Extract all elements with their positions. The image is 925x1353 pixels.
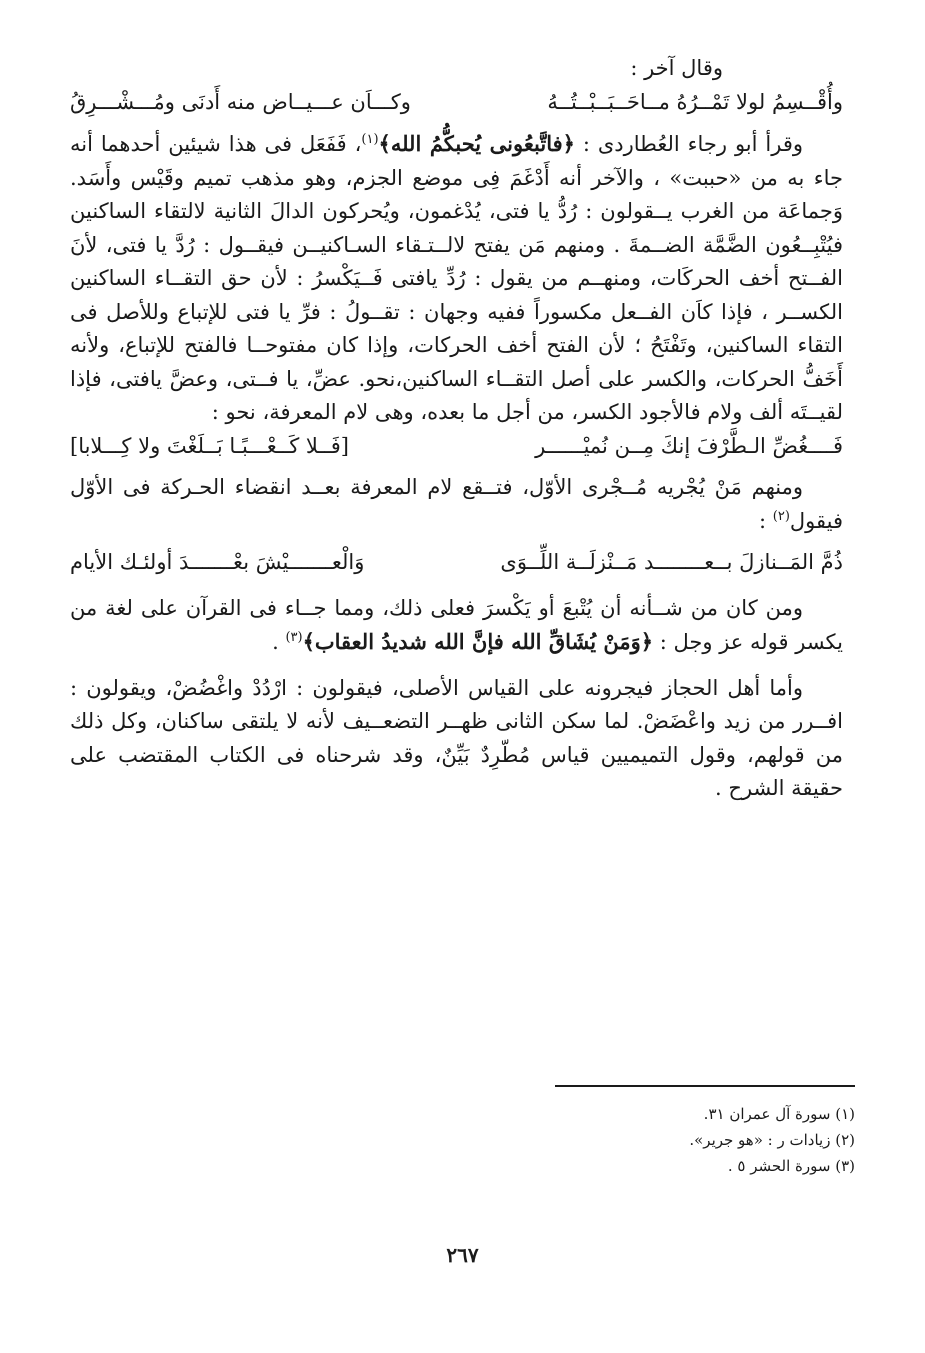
paragraph-2: [70, 471, 843, 538]
footnotes: [555, 1085, 855, 1179]
verse-2-first-hemistich: فَــــغُضِّ الـطَّرْفَ إنكَ مِــن نُميْــــــر: [535, 433, 843, 458]
paragraph-2-body: ومنهم مَنْ يُجْريه مُــجْرى الأوّل، فتــقع لام المعرفة بعــد انقضاء الحـركة فى الأوّل فيقول: [70, 475, 843, 533]
paragraph-3-body: ومن كان من شــأنه أن يُتْبعَ أو يَكْسرَ فعلى ذلك، ومما جــاء فى القرآن على لغة من يكسر قوله عز وجل :: [70, 595, 843, 654]
intro-line: وقال آخر :: [630, 56, 723, 80]
quran-quote-1: ﴿فاتَّبعُونى يُحبكُّمُ الله﴾: [378, 131, 575, 156]
verse-2-second-hemistich: [فَــلا كَــعْـــبًـا بَــلَغْتَ ولا كِـــلابا]: [70, 433, 349, 458]
footnote-ref-2: (٢): [772, 508, 790, 524]
verse-1-second-hemistich: وكـــاَن عـــيــاض منه أَدنَى ومُـــشْـــرِقُ: [70, 89, 411, 114]
verse-3-second-hemistich: وَالْعـــــــيْشَ بعْـــــــدَ أولئـك الأيام: [70, 550, 365, 574]
paragraph-3-end: .: [272, 630, 286, 654]
paragraph-4: وأما أهل الحجاز فيجرونه على القياس الأصلى، فيقولون : ارْدُدْ واغْضُضْ، ويقولون : افــرر من زيد واعْضَضْ. لما سكن الثانى ظهــر التضعــيف لأنه لا يلتقى ساكنان، وكل ذلك من قولهم، وقول التميميين قياس مُطّرِدٌ بَيِّنٌ، وقد شرحناه فى الكتاب المقتضب على حقيقة الشرح .: [70, 675, 843, 800]
verse-3-first-hemistich: ذُمَّ المَــنازلَ بــعــــــــد مَــنْزلَــة اللِّــوَى: [500, 550, 843, 574]
paragraph-3: [70, 592, 843, 660]
quran-quote-2: ﴿وَمَنْ يُشَاقِّ الله فإنَّ الله شديدُ العقاب﴾: [302, 629, 654, 654]
verse-1-first-hemistich: وأُقْــسِمُ لولا تَمْــرُهُ مــاحَــبَــبْــتُــهُ: [547, 89, 843, 114]
footnote-ref-1: (١): [361, 132, 379, 147]
main-text: [70, 52, 843, 806]
verse-1: [70, 86, 843, 120]
footnote-1: (١) سورة آل عمران ٣١.: [703, 1105, 855, 1123]
paragraph-1-lead: وقرأ أبو رجاء العُطاردى :: [574, 132, 803, 156]
paragraph-1: [70, 127, 843, 430]
paragraph-1-body: ، فَفَعَل فى هذا شيئين أحدهما أنه جاء به من «حببت» ، والآخر أنه أَدْغَمَ فِى موضع الجزم، وهو مذهب تميم وقَيْس وأَسَد. وَجماعَة من الغرب يــقولون : رُدُّ يا فتى، يُدْغمون، ويُحركون الدالَ الثانية لالتقاء الساكنين فيُتْبِــعُون الضَّمَّة الضــمةَ . ومنهم مَن يفتح لالــتـقاء السـاكنيــن فيقــول : رُدَّ يا فتى، لأنَ الفــتح أخف الحركَات، ومنهــم من يقول : رُدِّ يافتى فَــيَكْسرُ : لأن حق التقــاء الساكنين الكســر ، فإذا كاَن الفــعل مكسوراً ففيه وجهان : تقــولُ : فرِّ يا فتى للإتباع وللأصل فى التقاء الساكنين، وتَفْتَحُ ؛ لأن الفتح أخف الحركات، وإذا كان مفتوحــا فالفتح للإتباع، ولأنه أَخَفُّ الحركات، والكسر على أصل التقــاء الساكنين،نحو. عضِّ، يا فــتى، وعضَّ يافتى، فإذا لقيــتَه ألف ولام فالأجود الكسر، من أجل ما بعده، وهى لام المعرفة، نحو :: [70, 132, 843, 424]
paragraph-2-end: :: [758, 508, 773, 533]
page-number: ٢٦٧: [446, 1243, 479, 1267]
verse-2: [70, 430, 843, 464]
footnote-3: (٣) سورة الحشر ٥ .: [727, 1157, 855, 1175]
footnote-ref-3: (٣): [285, 630, 303, 645]
verse-3: [70, 546, 843, 580]
footnote-2: (٢) زيادات ر : «هو جرير».: [689, 1131, 855, 1149]
